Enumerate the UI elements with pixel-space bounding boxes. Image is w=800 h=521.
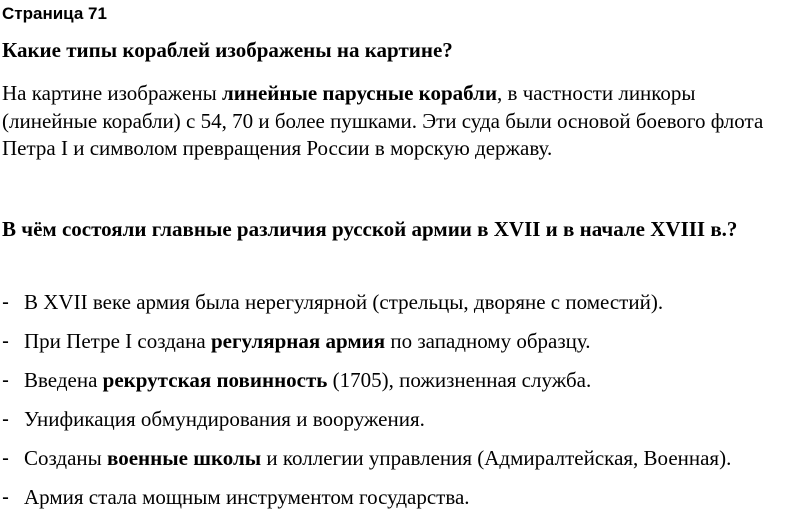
list-item-text-bold: рекрутская повинность — [102, 368, 328, 392]
list-item-text-end: и коллегии управления (Адмиралтейская, Военная). — [261, 446, 732, 470]
bullet-dash: - — [2, 369, 9, 392]
page-number: Страница 71 — [2, 4, 107, 23]
list-item-text-start: При Петре I создана — [24, 329, 211, 353]
answer-text-bold: линейные парусные корабли — [221, 81, 498, 105]
answer-text-end: , в частности линкоры (линейные корабли) с 54, 70 и более пушками. Эти суда были основой боевого флота Петра I и символом превращения России в морскую державу. — [2, 81, 764, 160]
list-item-text-start: В XVII веке армия была нерегулярной (стрельцы, дворяне с поместий). — [24, 290, 664, 314]
list-item-text — [24, 439, 731, 478]
bullet-dash: - — [2, 291, 9, 314]
list-item — [0, 400, 800, 439]
list-item-text — [24, 361, 591, 400]
list-item-text-start: Введена — [24, 368, 103, 392]
bullet-dash: - — [2, 447, 9, 470]
army-differences-list — [0, 283, 800, 517]
list-item-text-bold: регулярная армия — [210, 329, 386, 353]
list-item — [0, 478, 800, 517]
question-army-differences: В чём состояли главные различия русской армии в XVII и в начале XVIII в.? — [2, 217, 738, 241]
list-item-text — [24, 283, 663, 322]
question-ship-types: Какие типы кораблей изображены на картине? — [2, 38, 453, 62]
list-item — [0, 439, 800, 478]
list-item-text — [24, 478, 470, 517]
list-item-text — [24, 322, 591, 361]
bullet-dash: - — [2, 486, 9, 509]
bullet-dash: - — [2, 330, 9, 353]
bullet-dash: - — [2, 408, 9, 431]
list-item-text-start: Созданы — [24, 446, 108, 470]
list-item-text-start: Унификация обмундирования и вооружения. — [24, 407, 425, 431]
list-item — [0, 283, 800, 322]
list-item-text-start: Армия стала мощным инструментом государства. — [24, 485, 470, 509]
answer-text-start: На картине изображены — [2, 81, 222, 105]
list-item-text-end: по западному образцу. — [385, 329, 591, 353]
list-item-text-bold: военные школы — [107, 446, 262, 470]
list-item-text — [24, 400, 425, 439]
answer-ship-types — [2, 80, 792, 163]
list-item — [0, 361, 800, 400]
list-item — [0, 322, 800, 361]
list-item-text-end: (1705), пожизненная служба. — [327, 368, 592, 392]
